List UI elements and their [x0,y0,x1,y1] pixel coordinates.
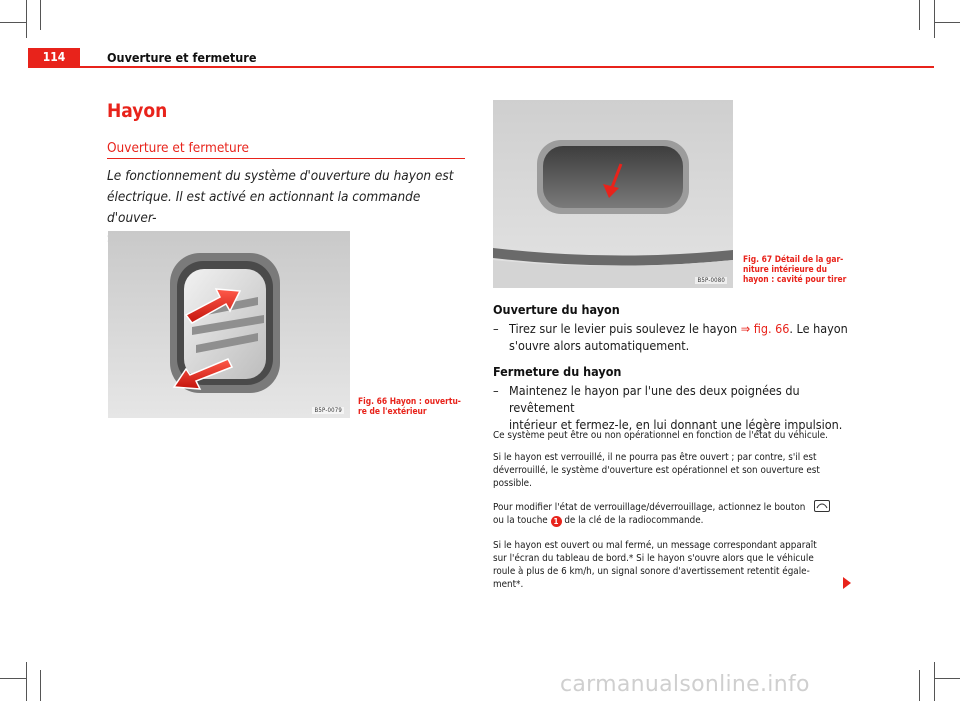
figure-66-link[interactable]: ⇒ fig. 66 [740,321,790,336]
bullet-dash: – [493,321,499,336]
car-rear-icon [815,501,829,511]
running-header-title: Ouverture et fermeture [107,50,257,65]
note-text: de la clé de la radiocommande. [561,515,704,526]
closing-step-text-a: Maintenez le hayon par l'une des deux poignées du revêtement [509,383,800,415]
interior-trim-drawing [493,100,733,288]
key-number-badge: 1 [551,516,562,527]
note-paragraph-3 [493,500,853,527]
figure-66-caption [358,396,462,416]
note-paragraph-4 [493,539,853,591]
note-line: déverrouillé, le système d'ouverture est opérationnel et son ouverture est [493,465,820,476]
crop-mark [934,678,960,679]
figure-67-interior-trim-illustration [493,100,733,288]
figure-66-tailgate-handle-illustration [108,231,350,418]
note-paragraph-1: Ce système peut être ou non opérationnel en fonction de l'état du véhicule. [493,430,828,441]
watermark: carmanualsonline.info [560,672,810,697]
note-line: ment*. [493,579,524,590]
caption-line: re de l'extérieur [358,406,427,416]
note-line: Si le hayon est ouvert ou mal fermé, un message correspondant apparaît [493,540,817,551]
note-text: Pour modifier l'état de verrouillage/déverrouillage, actionnez le bouton [493,502,806,513]
opening-step-text-a: Tirez sur le levier puis soulevez le hayon [509,321,741,336]
crop-mark [934,0,935,38]
header-rule [28,66,934,68]
intro-line: électrique. Il est activé en actionnant la commande d'ouver- [107,189,421,226]
closing-step [493,382,863,432]
note-paragraph-2 [493,451,853,490]
bullet-dash: – [493,383,499,398]
note-line [493,500,853,514]
continue-arrow-icon [843,577,851,589]
crop-mark [0,678,26,679]
tailgate-handle-drawing [108,231,350,418]
caption-line: hayon : cavité pour tirer [743,274,847,284]
opening-step [493,320,863,356]
section-title: Hayon [107,100,168,122]
tailgate-unlock-key-icon [814,500,830,512]
crop-mark [934,662,935,701]
note-line: possible. [493,478,532,489]
crop-mark [919,670,920,701]
crop-mark [40,0,41,30]
closing-heading: Fermeture du hayon [493,364,622,379]
opening-step-text [509,320,848,354]
closing-step-text-b: intérieur et fermez-le, en lui donnant une légère impulsion. [509,417,843,432]
note-text: ou la touche [493,515,551,526]
page-number: 114 [28,48,80,66]
intro-line: Le fonctionnement du système d'ouverture du hayon est [107,168,454,184]
crop-mark [26,662,27,701]
crop-mark [0,22,26,23]
caption-line: Fig. 66 Hayon : ouvertu- [358,396,461,406]
figure-code: B5P-0080 [697,277,725,284]
crop-mark [40,670,41,701]
figure-67-caption [743,254,847,284]
subsection-title: Ouverture et fermeture [107,140,249,156]
crop-mark [934,22,960,23]
crop-mark [26,0,27,38]
closing-step-text [509,382,863,433]
crop-mark [919,0,920,30]
opening-heading: Ouverture du hayon [493,302,620,317]
note-line: sur l'écran du tableau de bord.* Si le hayon s'ouvre alors que le véhicule [493,553,814,564]
figure-code: B5P-0079 [314,407,342,414]
opening-step-text-b: . Le hayon [789,321,848,336]
note-line: Si le hayon est verrouillé, il ne pourra pas être ouvert ; par contre, s'il est [493,452,817,463]
note-line [493,514,853,527]
caption-line: niture intérieure du [743,264,828,274]
caption-line: Fig. 67 Détail de la gar- [743,254,844,264]
opening-step-text-c: s'ouvre alors automatiquement. [509,338,690,353]
subsection-rule [107,158,465,159]
note-line: roule à plus de 6 km/h, un signal sonore d'avertissement retentit égale- [493,566,810,577]
